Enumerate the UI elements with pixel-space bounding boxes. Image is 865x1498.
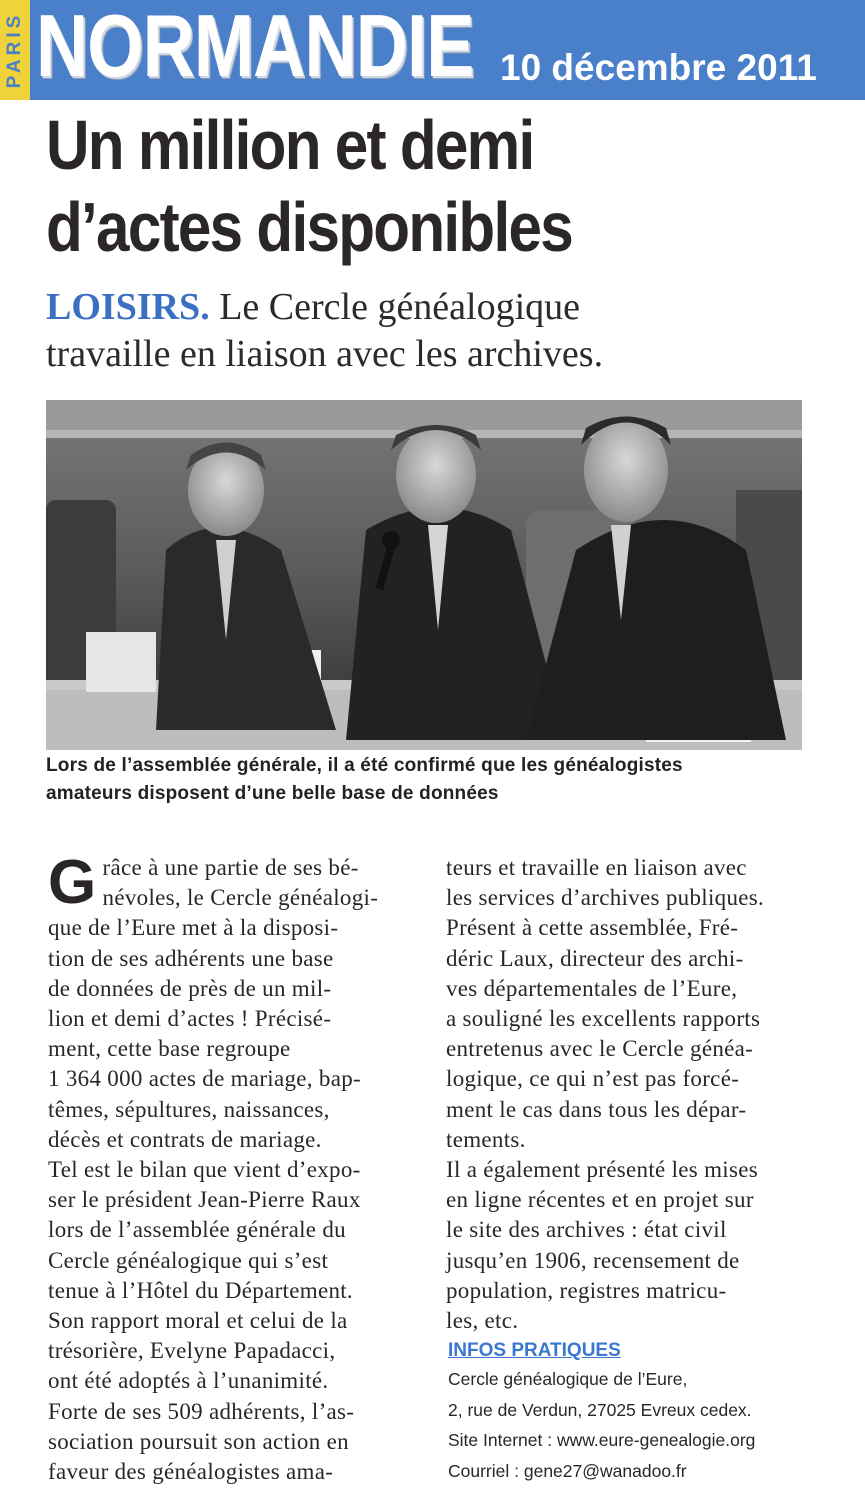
col1-line: 1 364 000 actes de mariage, bap- xyxy=(48,1066,361,1092)
col1-line: Forte de ses 509 adhérents, l’as- xyxy=(48,1398,355,1424)
col2-line: les, etc. xyxy=(446,1308,519,1334)
publication-date: 10 décembre 2011 xyxy=(500,47,817,88)
masthead xyxy=(0,0,865,100)
col2-line: a souligné les excellents rapports xyxy=(446,1006,761,1032)
col1-line: râce à une partie de ses bé- xyxy=(102,855,359,880)
col2-line: population, registres matricu- xyxy=(446,1277,727,1303)
col1-line: ont été adoptés à l’unanimité. xyxy=(48,1368,329,1394)
edition-label: PARIS xyxy=(4,11,25,89)
col1-line: lion et demi d’actes ! Précisé- xyxy=(48,1006,332,1032)
col1-line: têmes, sépultures, naissances, xyxy=(48,1096,330,1122)
col1-line: lors de l’assemblée générale du xyxy=(48,1217,346,1243)
article-column-2 xyxy=(446,853,816,1336)
col2-line: teurs et travaille en liaison avec xyxy=(446,855,747,880)
col1-line: de données de près de un mil- xyxy=(48,975,332,1001)
col2-line: le site des archives : état civil xyxy=(446,1217,727,1243)
col1-line: que de l’Eure met à la disposi- xyxy=(48,915,339,941)
infos-pratiques-box xyxy=(448,1338,828,1486)
infos-organization: Cercle généalogique de l’Eure, xyxy=(448,1369,688,1389)
col2-line: les services d’archives publiques. xyxy=(446,885,765,911)
col2-line: en ligne récentes et en projet sur xyxy=(446,1187,754,1213)
article-photo xyxy=(46,400,802,750)
col1-line: ment, cette base regroupe xyxy=(48,1036,291,1062)
col1-line: Cercle généalogique qui s’est xyxy=(48,1247,329,1273)
col1-line: tenue à l’Hôtel du Département. xyxy=(48,1277,353,1303)
infos-website: Site Internet : www.eure-genealogie.org xyxy=(448,1430,756,1450)
infos-address: 2, rue de Verdun, 27025 Evreux cedex. xyxy=(448,1399,752,1420)
infos-title: INFOS PRATIQUES xyxy=(448,1340,621,1361)
col1-line: tion de ses adhérents une base xyxy=(48,945,334,971)
col2-line: Il a également présenté les mises xyxy=(446,1157,758,1183)
deck-text-1: Le Cercle généalogique xyxy=(219,286,581,328)
photo-caption xyxy=(46,752,836,808)
rubric-label: LOISIRS. xyxy=(46,286,210,328)
infos-email: Courriel : gene27@wanadoo.fr xyxy=(448,1460,687,1481)
col2-line: déric Laux, directeur des archi- xyxy=(446,945,744,971)
col1-line: ser le président Jean-Pierre Raux xyxy=(48,1187,361,1213)
col2-line: ment le cas dans tous les dépar- xyxy=(446,1096,747,1122)
article-deck xyxy=(46,284,846,378)
deck-line-2: travaille en liaison avec les archives. xyxy=(46,333,604,375)
col1-line: faveur des généalogistes ama- xyxy=(48,1459,334,1485)
meeting-photo-illustration xyxy=(46,400,802,750)
article-column-1 xyxy=(48,848,408,1487)
edition-band xyxy=(0,0,30,100)
newspaper-logo: NORMANDIE xyxy=(36,0,474,95)
caption-line-1: Lors de l’assemblée générale, il a été confirmé que les généalogistes xyxy=(46,755,683,776)
col2-line: tements. xyxy=(446,1126,526,1152)
col1-line: sociation poursuit son action en xyxy=(48,1428,349,1454)
col2-line: Présent à cette assemblée, Fré- xyxy=(446,915,739,941)
caption-line-2: amateurs disposent d’une belle base de données xyxy=(46,783,499,804)
headline-line-1: Un million et demi xyxy=(46,106,534,184)
col2-line: ves départementales de l’Eure, xyxy=(446,975,738,1001)
deck-line-1 xyxy=(46,284,846,331)
col1-line: Son rapport moral et celui de la xyxy=(48,1308,348,1334)
col2-line: entretenus avec le Cercle généa- xyxy=(446,1036,754,1062)
col1-line: décès et contrats de mariage. xyxy=(48,1126,322,1152)
drop-cap: G xyxy=(48,848,97,917)
article-headline xyxy=(46,104,734,268)
col1-line: Tel est le bilan que vient d’expo- xyxy=(48,1157,361,1183)
col1-line: névoles, le Cercle généalogi- xyxy=(102,885,379,911)
col1-line: trésorière, Evelyne Papadacci, xyxy=(48,1338,336,1364)
headline-line-2: d’actes disponibles xyxy=(46,188,572,266)
col2-line: logique, ce qui n’est pas forcé- xyxy=(446,1066,740,1092)
col2-line: jusqu’en 1906, recensement de xyxy=(446,1247,740,1273)
